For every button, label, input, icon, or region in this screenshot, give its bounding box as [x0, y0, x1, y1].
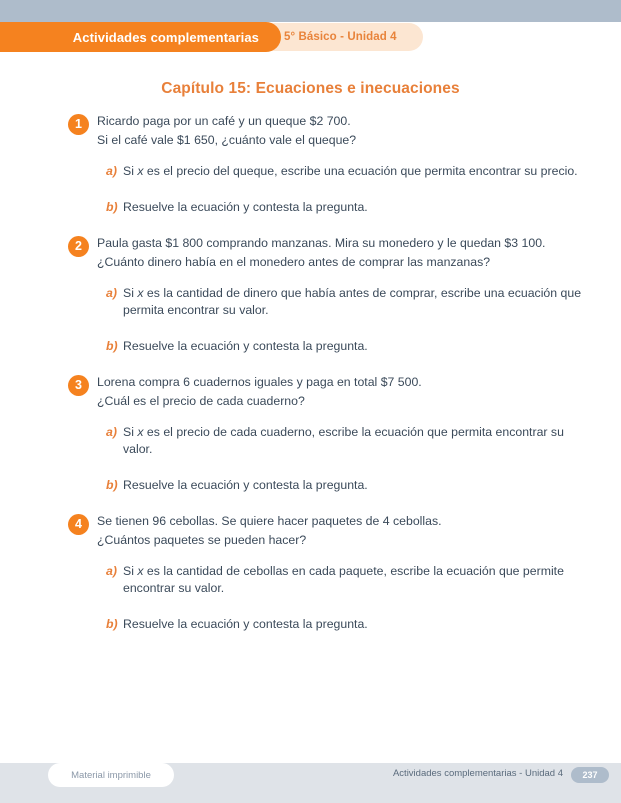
statement-line: ¿Cuántos paquetes se pueden hacer? — [97, 533, 307, 547]
statement-line: Se tienen 96 cebollas. Se quiere hacer paquetes de 4 cebollas. — [97, 514, 442, 528]
exercise-number-badge: 1 — [68, 114, 89, 135]
footer-right-label: Actividades complementarias - Unidad 4 — [392, 768, 563, 779]
header-title-label: Actividades complementarias — [72, 29, 259, 45]
exercise-subitem — [70, 477, 583, 494]
exercise-statement — [70, 234, 583, 272]
exercise-subitem — [70, 563, 583, 597]
subitem-line: Resuelve la ecuación y contesta la pregunta. — [123, 339, 368, 353]
header-unit-label: 5° Básico - Unidad 4 — [284, 31, 397, 43]
subitem-label: a) — [106, 286, 117, 300]
page-number-label: 237 — [582, 770, 598, 780]
subitem-line: Resuelve la ecuación y contesta la pregunta. — [123, 478, 368, 492]
exercise-subitem — [70, 199, 583, 216]
subitem-line: permita encontrar su valor. — [123, 303, 269, 317]
exercise-statement — [70, 112, 583, 150]
subitem-line: Si x es el precio del queque, escribe una ecuación que permita encontrar su precio. — [123, 164, 578, 178]
statement-line: Paula gasta $1 800 comprando manzanas. Mira su monedero y le quedan $3 100. — [97, 236, 546, 250]
subitem-line: Si x es la cantidad de dinero que había antes de comprar, escribe una ecuación que — [123, 286, 582, 300]
subitem-label: b) — [106, 200, 118, 214]
exercise-number-badge: 4 — [68, 514, 89, 535]
subitem-line: Si x es la cantidad de cebollas en cada paquete, escribe la ecuación que permite — [123, 564, 564, 578]
footer-left-label: Material imprimible — [71, 769, 151, 781]
exercise-number-badge: 2 — [68, 236, 89, 257]
exercise-item — [0, 112, 621, 216]
exercise-subitem — [70, 285, 583, 319]
statement-line: Si el café vale $1 650, ¿cuánto vale el queque? — [97, 133, 357, 147]
page-number-badge — [571, 767, 609, 783]
subitem-label: a) — [106, 564, 117, 578]
exercise-subitem — [70, 616, 583, 633]
page-header — [0, 22, 621, 54]
subitem-label: a) — [106, 425, 117, 439]
exercise-item — [0, 512, 621, 633]
subitem-line: Resuelve la ecuación y contesta la pregunta. — [123, 200, 368, 214]
footer-imprimible-pill — [48, 763, 174, 787]
subitem-line: encontrar su valor. — [123, 581, 225, 595]
statement-line: ¿Cuánto dinero había en el monedero antes de comprar las manzanas? — [97, 255, 491, 269]
exercise-subitem — [70, 163, 583, 180]
subitem-label: b) — [106, 478, 118, 492]
exercise-statement — [70, 373, 583, 411]
subitem-label: b) — [106, 617, 118, 631]
exercise-list — [0, 112, 621, 651]
exercise-item — [0, 373, 621, 494]
statement-line: Lorena compra 6 cuadernos iguales y paga en total $7 500. — [97, 375, 422, 389]
subitem-label: a) — [106, 164, 117, 178]
exercise-item — [0, 234, 621, 355]
subitem-label: b) — [106, 339, 118, 353]
statement-line: ¿Cuál es el precio de cada cuaderno? — [97, 394, 305, 408]
top-decorative-band — [0, 0, 621, 22]
statement-line: Ricardo paga por un café y un queque $2 700. — [97, 114, 351, 128]
exercise-subitem — [70, 424, 583, 458]
exercise-statement — [70, 512, 583, 550]
header-title-pill — [0, 22, 281, 52]
subitem-line: Si x es el precio de cada cuaderno, escribe la ecuación que permita encontrar su valor. — [123, 425, 564, 456]
subitem-line: Resuelve la ecuación y contesta la pregunta. — [123, 617, 368, 631]
page-title: Capítulo 15: Ecuaciones e inecuaciones — [161, 80, 460, 97]
exercise-subitem — [70, 338, 583, 355]
exercise-number-badge: 3 — [68, 375, 89, 396]
